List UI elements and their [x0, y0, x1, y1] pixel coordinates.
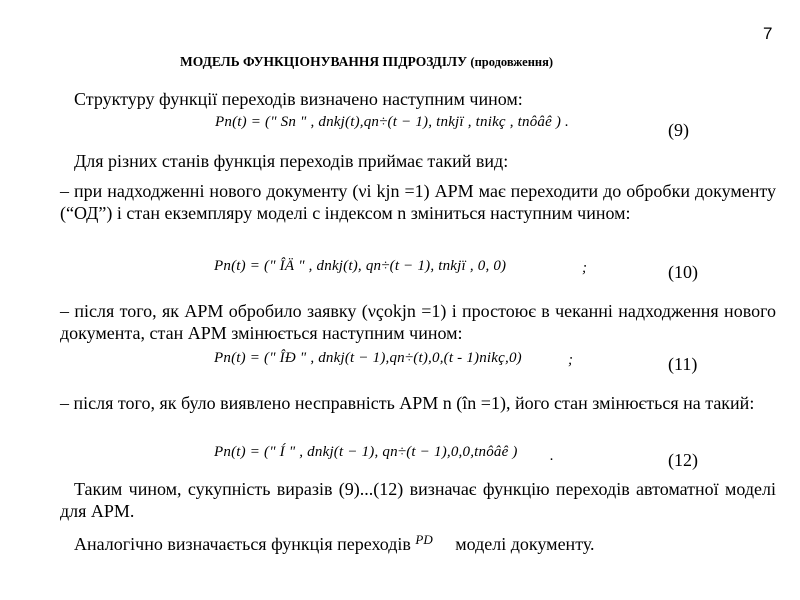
page-heading	[180, 54, 553, 70]
paragraph-analogous-text: Аналогічно визначається функція переходів	[74, 534, 411, 554]
equation-number-12: (12)	[668, 450, 698, 470]
page-number: 7	[763, 24, 773, 43]
formula-12-separator: .	[550, 448, 554, 464]
formula-9: Pn(t) = (" Sn " , dnkj(t),qn÷(t − 1), tnkjï , tnikç , tnôâê ) .	[215, 114, 570, 130]
paragraph-structure: Структуру функції переходів визначено наступним чином:	[74, 89, 523, 109]
paragraph-states: Для різних станів функція переходів приймає такий вид:	[74, 151, 509, 171]
equation-number-11: (11)	[668, 354, 698, 374]
heading-subtitle: (продовження)	[470, 55, 554, 69]
document-transition-symbol: PD	[415, 532, 433, 547]
formula-11: Pn(t) = (" ÎÐ " , dnkj(t − 1),qn÷(t),0,(t - 1)nikç,0)	[214, 350, 522, 366]
paragraph-analogous	[60, 532, 595, 555]
paragraph-analogous-tail: моделі документу.	[455, 534, 595, 554]
equation-number-9: (9)	[668, 120, 689, 140]
paragraph-fault-detected: – після того, як було виявлено несправність АРМ n (în =1), його стан змінюється на такий:	[60, 393, 755, 413]
formula-10-separator: ;	[582, 260, 588, 276]
heading-title: МОДЕЛЬ ФУНКЦІОНУВАННЯ ПІДРОЗДІЛУ	[180, 54, 468, 69]
formula-10: Pn(t) = (" ÎÄ " , dnkj(t), qn÷(t − 1), tnkjï , 0, 0)	[214, 258, 507, 274]
formula-11-separator: ;	[568, 352, 574, 368]
paragraph-request-processed: – після того, як АРМ обробило заявку (νçokjn =1) і простоює в чеканні надходження нового документа, стан АРМ змінюється наступним чином:	[60, 301, 776, 343]
formula-12: Pn(t) = (" Í " , dnkj(t − 1), qn÷(t − 1),0,0,tnôâê )	[214, 444, 518, 460]
paragraph-new-document: – при надходженні нового документу (νi kjn =1) АРМ має переходити до обробки документу (“ОД”) і стан екземпляру моделі с індексом n зміниться наступним чином:	[60, 181, 776, 223]
paragraph-conclusion: Таким чином, сукупність виразів (9)...(12) визначає функцію переходів автоматної моделі для АРМ.	[60, 479, 776, 521]
equation-number-10: (10)	[668, 262, 698, 282]
